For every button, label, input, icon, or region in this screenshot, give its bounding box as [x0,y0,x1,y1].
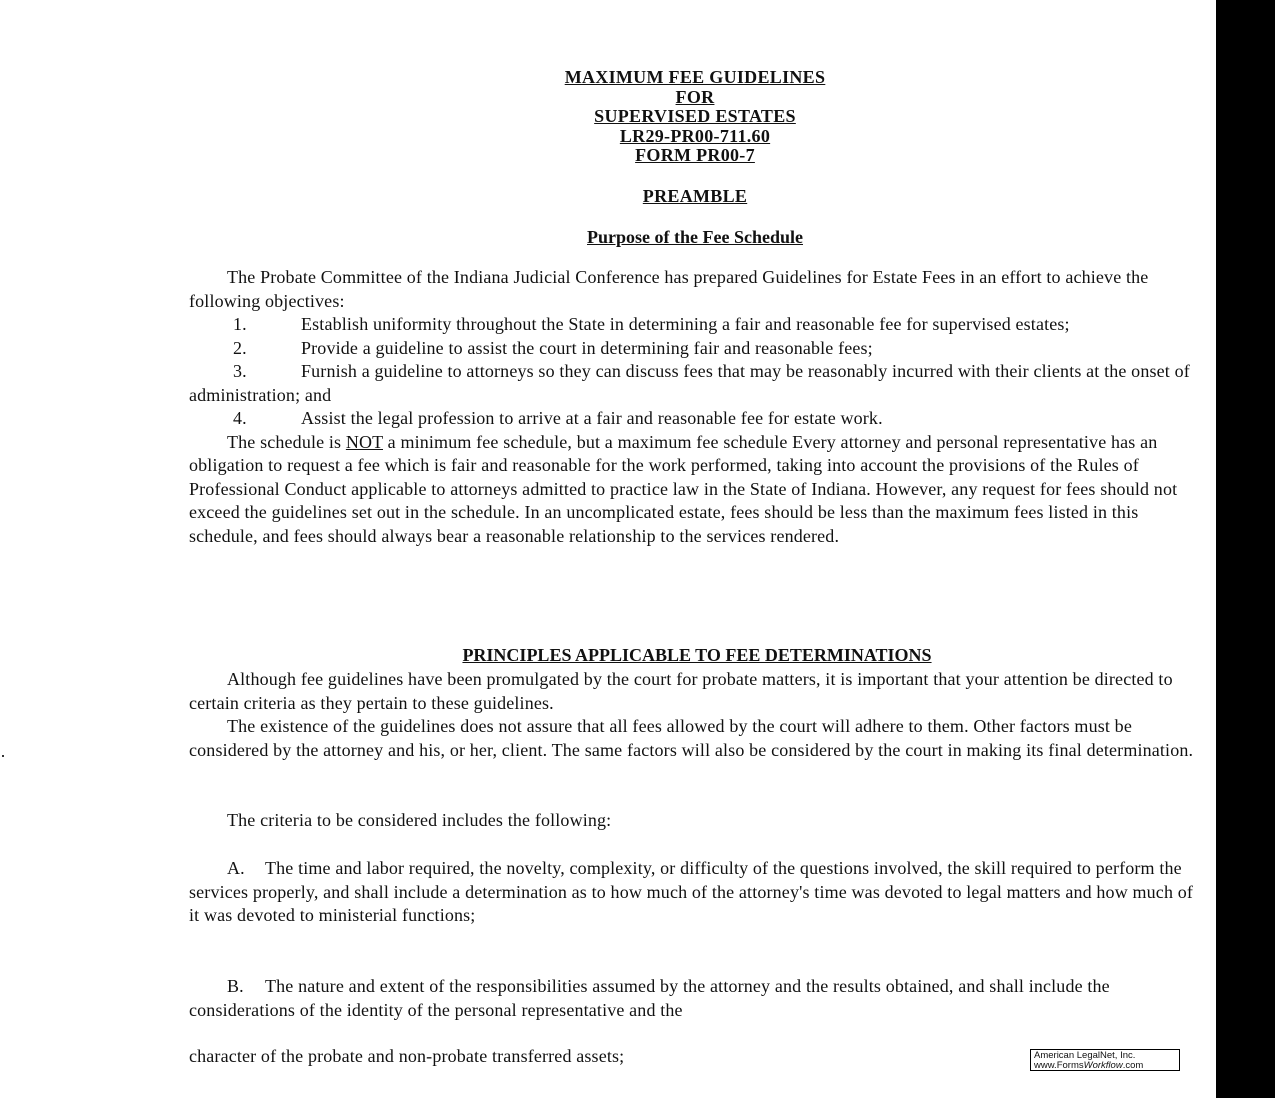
criterion-continued-text: character of the probate and non-probate transferred assets; [189,1046,625,1066]
scan-speck [2,755,4,757]
vendor-url-prefix: www.Forms [1034,1060,1084,1071]
criterion-a [189,857,1201,928]
header-title: MAXIMUM FEE GUIDELINES [564,67,826,87]
vendor-stamp [1030,1049,1180,1071]
criterion-text: The nature and extent of the responsibilities assumed by the attorney and the results obtained, and shall include the considerations of the identity of the personal representative and the [189,976,1110,1020]
objective-number: 2. [233,337,247,358]
schedule-text-start: The schedule is [227,431,346,452]
principles-body [189,668,1201,762]
objective-number: 3. [233,361,247,381]
objective-item [189,407,1199,431]
preamble-heading: PREAMBLE [642,186,748,206]
criteria-intro [189,809,1201,833]
purpose-heading: Purpose of the Fee Schedule [587,227,803,247]
principles-paragraph-1: Although fee guidelines have been promulgated by the court for probate matters, it is important that your attention be directed to certain criteria as they pertain to these guidelines. [189,669,1173,713]
objective-text: Provide a guideline to assist the court in determining fair and reasonable fees; [301,337,873,358]
intro-paragraph: The Probate Committee of the Indiana Judicial Conference has prepared Guidelines for Estate Fees in an effort to achieve the following objectives: [189,267,1149,311]
document-header [490,68,900,166]
schedule-text-rest: a minimum fee schedule, but a maximum fee schedule Every attorney and personal representative has an obligation to request a fee which is fair and reasonable for the work performed, taking into account the provisions of the Rules of Professional Conduct applicable to attorneys admitted to practice law in the State of Indiana. However, any request for fees should not exceed the guidelines set out in the schedule. In an uncomplicated estate, fees should be less than the maximum fees listed in this schedule, and fees should always bear a reasonable relationship to the services rendered. [189,431,1178,546]
objective-text: Furnish a guideline to attorneys so they can discuss fees that may be reasonably incurred with their clients at the onset of administration; and [189,361,1190,405]
vendor-url [1034,1061,1176,1071]
criterion-letter: B. [227,976,244,996]
header-rule-number: LR29-PR00-711.60 [619,125,771,146]
schedule-emphasis: NOT [345,431,383,452]
vendor-url-italic: Workflow [1083,1060,1123,1071]
objective-item [189,313,1199,337]
criterion-item [189,975,1201,1022]
principles-heading: PRINCIPLES APPLICABLE TO FEE DETERMINATIONS [462,645,932,665]
criterion-item [189,857,1201,928]
criterion-b [189,975,1201,1022]
vendor-url-suffix: .com [1122,1060,1144,1071]
objective-item [189,360,1199,407]
criteria-intro-text: The criteria to be considered includes the following: [227,810,612,830]
header-for: FOR [675,86,715,107]
criterion-letter: A. [227,858,245,878]
header-subtitle: SUPERVISED ESTATES [594,106,796,126]
scan-edge-bar [1216,0,1275,1098]
objective-text: Assist the legal profession to arrive at a fair and reasonable fee for estate work. [301,408,883,428]
objective-text: Establish uniformity throughout the State in determining a fair and reasonable fee for supervised estates; [301,314,1070,334]
objective-item [189,337,1199,361]
header-form-number: FORM PR00-7 [635,145,755,165]
objective-number: 1. [233,314,247,334]
schedule-paragraph [189,431,1199,549]
objective-number: 4. [233,408,247,428]
criterion-text: The time and labor required, the novelty, complexity, or difficulty of the questions involved, the skill required to perform the services properly, and shall include a determination as to how much of the attorney's time was devoted to legal matters and how much of it was devoted to ministerial functions; [189,858,1194,925]
vendor-name: American LegalNet, Inc. [1034,1050,1136,1061]
preamble-body [189,266,1199,548]
principles-paragraph-2: The existence of the guidelines does not assure that all fees allowed by the court will adhere to them. Other factors must be considered by the attorney and his, or her, client. The same factors will also be considered by the court in making its final determination. [189,716,1194,760]
